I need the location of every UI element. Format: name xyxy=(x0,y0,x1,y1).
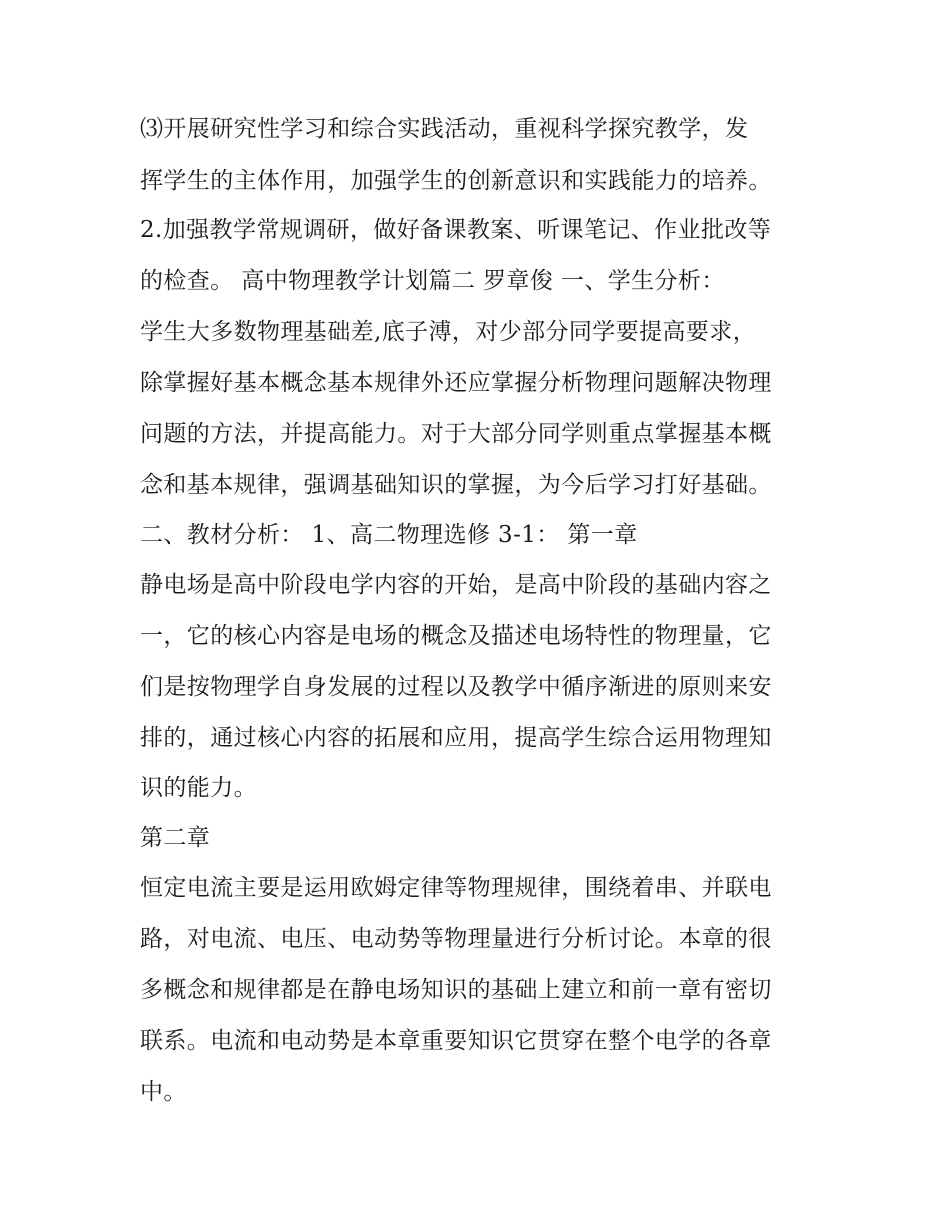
text-line: 恒定电流主要是运用欧姆定律等物理规律，围绕着串、并联电 xyxy=(140,875,772,901)
section-heading: 二、教材分析： 1、高二物理选修 3-1： 第一章 xyxy=(140,522,638,548)
text-line: 静电场是高中阶段电学内容的开始，是高中阶段的基础内容之 xyxy=(140,572,772,598)
chapter-heading: 第二章 xyxy=(140,825,211,851)
text-line: 识的能力。 xyxy=(140,775,257,801)
text-line: 们是按物理学自身发展的过程以及教学中循序渐进的原则来安 xyxy=(140,674,772,700)
text-line: 问题的方法，并提高能力。对于大部分同学则重点掌握基本概 xyxy=(140,421,772,447)
text-line: 一，它的核心内容是电场的概念及描述电场特性的物理量，它 xyxy=(140,623,772,649)
text-line: 联系。电流和电动势是本章重要知识它贯穿在整个电学的各章 xyxy=(140,1028,772,1054)
text-line: 的检查。 高中物理教学计划篇二 罗章俊 一、学生分析： xyxy=(140,268,725,294)
text-line: 多概念和规律都是在静电场知识的基础上建立和前一章有密切 xyxy=(140,977,772,1003)
text-line: 念和基本规律，强调基础知识的掌握，为今后学习打好基础。 xyxy=(140,472,772,498)
text-line: 挥学生的主体作用，加强学生的创新意识和实践能力的培养。 xyxy=(140,168,772,194)
text-line: 中。 xyxy=(140,1079,187,1105)
text-line: ⑶开展研究性学习和综合实践活动，重视科学探究教学，发 xyxy=(140,116,749,142)
text-line: 2.加强教学常规调研，做好备课教案、听课笔记、作业批改等 xyxy=(140,217,772,243)
text-line: 学生大多数物理基础差,底子溥，对少部分同学要提高要求， xyxy=(140,319,757,345)
text-line: 路，对电流、电压、电动势等物理量进行分析讨论。本章的很 xyxy=(140,926,772,952)
text-line: 除掌握好基本概念基本规律外还应掌握分析物理问题解决物理 xyxy=(140,370,772,396)
text-line: 排的，通过核心内容的拓展和应用，提高学生综合运用物理知 xyxy=(140,725,772,751)
